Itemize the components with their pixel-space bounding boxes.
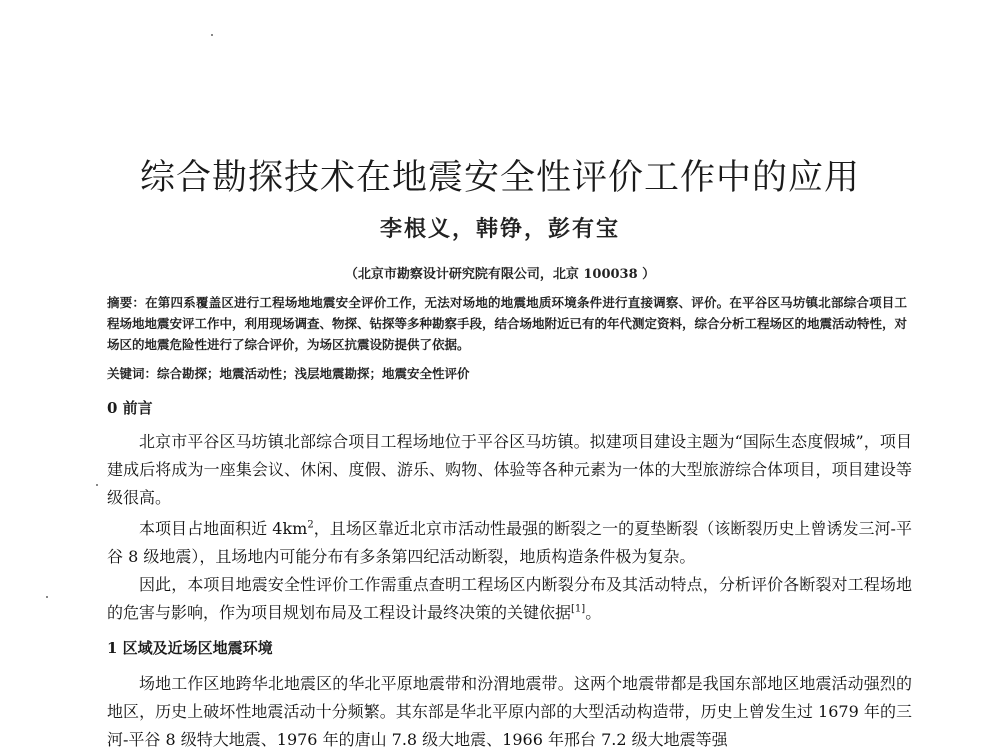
- paragraph-intro-3: [107, 571, 912, 627]
- paper-authors: 李根义，韩铮，彭有宝: [379, 216, 620, 242]
- abstract-text: 在第四系覆盖区进行工程场地地震安全评价工作，无法对场地的地震地质环境条件进行直接调察、评价。在平谷区马坊镇北部综合项目工程场地地震安评工作中，利用现场调查、物探、钻探等多种勘察手段，结合场地附近已有的年代测定资料，综合分析工程场区的地震活动特性，对场区的地震危险性进行了综合评价，为场区抗震设防提供了依据。: [107, 295, 908, 352]
- paragraph-text: 本项目占地面积近 4km: [139, 519, 308, 538]
- section-heading-intro: 0 前言: [107, 399, 153, 417]
- scan-speck: [46, 596, 48, 598]
- superscript: 2: [307, 519, 314, 531]
- abstract-label: 摘要：: [107, 295, 146, 310]
- paper-title: 综合勘探技术在地震安全性评价工作中的应用: [139, 158, 860, 198]
- paragraph-text: 因此，本项目地震安全性评价工作需重点查明工程场区内断裂分布及其活动特点，分析评价各断裂对工程场地的危害与影响，作为项目规划布局及工程设计最终决策的关键依据: [107, 575, 912, 622]
- paragraph-intro-1: 北京市平谷区马坊镇北部综合项目工程场地位于平谷区马坊镇。拟建项目建设主题为“国际生态度假城”，项目建成后将成为一座集会议、休闲、度假、游乐、购物、体验等各种元素为一体的大型旅游综合体项目，项目建设等级很高。: [107, 432, 912, 507]
- paragraph-text: ，且场区靠近北京市活动性最强的断裂之一的夏垫断裂（该断裂历史上曾诱发三河-平谷 8 级地震），且场地内可能分布有多条第四纪活动断裂，地质构造条件极为复杂。: [107, 519, 912, 566]
- paragraph-text: 。: [585, 603, 602, 622]
- scan-speck: [211, 34, 213, 36]
- keywords: [107, 364, 907, 382]
- keywords-text: 综合勘探；地震活动性；浅层地震勘探；地震安全性评价: [157, 366, 470, 381]
- citation-ref: [1]: [571, 603, 586, 615]
- paragraph-intro-2: [107, 515, 912, 571]
- section-heading-regional: 1 区域及近场区地震环境: [107, 639, 273, 657]
- paragraph-regional-1: 场地工作区地跨华北地震区的华北平原地震带和汾渭地震带。这两个地震带都是我国东部地区地震活动强烈的地区，历史上破坏性地震活动十分频繁。其东部是华北平原内部的大型活动构造带，历史上曾发生过 1679 年的三河-平谷 8 级特大地震、1976 年的唐山 7.8 级大地震、1966 年邢台 7.2 级大地震等强: [107, 674, 912, 749]
- affiliation: （北京市勘察设计研究院有限公司，北京 100038 ）: [344, 267, 656, 282]
- keywords-label: 关键词：: [107, 366, 158, 381]
- scan-speck: [96, 484, 98, 486]
- abstract: [107, 292, 907, 355]
